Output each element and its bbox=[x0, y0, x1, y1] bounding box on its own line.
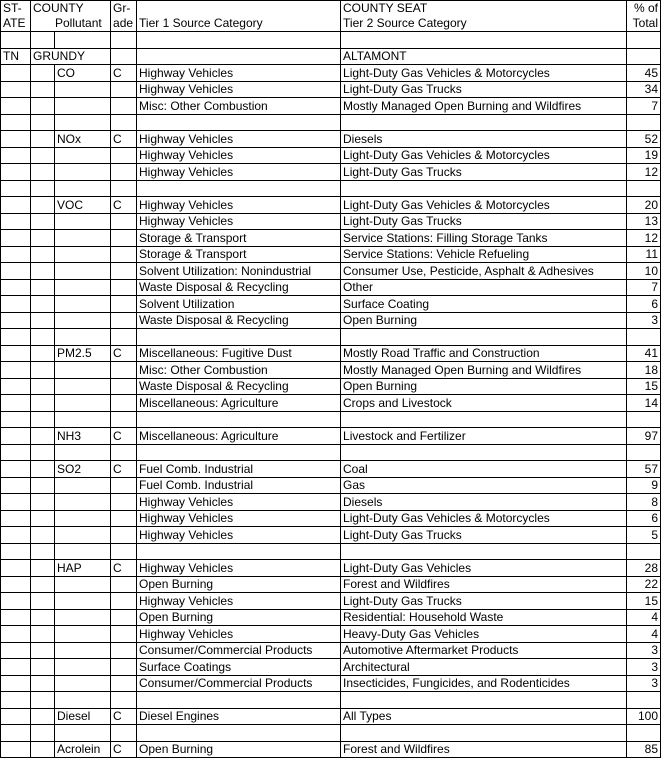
tier1-cell: Fuel Comb. Industrial bbox=[137, 461, 341, 478]
pct-cell: 34 bbox=[627, 81, 661, 98]
pct-cell: 3 bbox=[627, 675, 661, 692]
tier2-cell: Architectural bbox=[341, 659, 627, 676]
spacer-row bbox=[1, 329, 661, 346]
pollutant-cell: VOC bbox=[55, 197, 111, 214]
spacer-row bbox=[1, 180, 661, 197]
table-row bbox=[1, 659, 661, 676]
grade-cell: C bbox=[111, 197, 137, 214]
pct-cell: 11 bbox=[627, 246, 661, 263]
table-row bbox=[1, 675, 661, 692]
state-cell: TN bbox=[1, 48, 31, 65]
tier2-cell: Forest and Wildfires bbox=[341, 576, 627, 593]
spacer-row bbox=[1, 32, 661, 49]
tier2-cell: Light-Duty Gas Trucks bbox=[341, 81, 627, 98]
tier2-cell: Mostly Managed Open Burning and Wildfires bbox=[341, 98, 627, 115]
pct-cell: 5 bbox=[627, 527, 661, 544]
tier2-cell: Diesels bbox=[341, 131, 627, 148]
tier2-cell: Other bbox=[341, 279, 627, 296]
tier1-cell: Highway Vehicles bbox=[137, 560, 341, 577]
tier2-cell: Surface Coating bbox=[341, 296, 627, 313]
tier1-cell: Fuel Comb. Industrial bbox=[137, 477, 341, 494]
pct-cell: 22 bbox=[627, 576, 661, 593]
table-row bbox=[1, 279, 661, 296]
pct-cell: 28 bbox=[627, 560, 661, 577]
table-row bbox=[1, 642, 661, 659]
pct-cell: 45 bbox=[627, 65, 661, 82]
tier1-cell: Open Burning bbox=[137, 576, 341, 593]
spacer-row bbox=[1, 725, 661, 742]
pct-cell: 14 bbox=[627, 395, 661, 412]
tier2-cell: Light-Duty Gas Trucks bbox=[341, 593, 627, 610]
header-pct: % of Total bbox=[627, 1, 661, 32]
tier2-cell: Insecticides, Fungicides, and Rodenticides bbox=[341, 675, 627, 692]
pollutant-cell: CO bbox=[55, 65, 111, 82]
spacer-row bbox=[1, 692, 661, 709]
grade-cell: C bbox=[111, 461, 137, 478]
table-row bbox=[1, 378, 661, 395]
tier2-cell: Open Burning bbox=[341, 378, 627, 395]
table-row bbox=[1, 147, 661, 164]
tier1-cell: Highway Vehicles bbox=[137, 81, 341, 98]
pollutant-cell: SO2 bbox=[55, 461, 111, 478]
tier2-cell: Light-Duty Gas Vehicles & Motorcycles bbox=[341, 197, 627, 214]
pct-cell: 9 bbox=[627, 477, 661, 494]
table-row bbox=[1, 576, 661, 593]
table-row bbox=[1, 312, 661, 329]
tier1-cell: Miscellaneous: Agriculture bbox=[137, 428, 341, 445]
table-row bbox=[1, 98, 661, 115]
tier2-cell: Diesels bbox=[341, 494, 627, 511]
table-row bbox=[1, 708, 661, 725]
tier1-cell: Highway Vehicles bbox=[137, 494, 341, 511]
table-row bbox=[1, 593, 661, 610]
pct-cell: 85 bbox=[627, 741, 661, 758]
tier1-cell: Open Burning bbox=[137, 609, 341, 626]
table-row bbox=[1, 213, 661, 230]
pct-cell: 18 bbox=[627, 362, 661, 379]
tier1-cell: Highway Vehicles bbox=[137, 65, 341, 82]
header-row bbox=[1, 1, 661, 32]
pct-cell: 7 bbox=[627, 279, 661, 296]
header-county-pollutant: COUNTY Pollutant bbox=[31, 1, 111, 32]
pct-cell: 6 bbox=[627, 296, 661, 313]
pct-cell: 8 bbox=[627, 494, 661, 511]
tier1-cell: Misc: Other Combustion bbox=[137, 362, 341, 379]
tier2-cell: Gas bbox=[341, 477, 627, 494]
tier1-cell: Consumer/Commercial Products bbox=[137, 642, 341, 659]
table-row bbox=[1, 263, 661, 280]
tier2-cell: Residential: Household Waste bbox=[341, 609, 627, 626]
table-row bbox=[1, 428, 661, 445]
tier1-cell: Highway Vehicles bbox=[137, 147, 341, 164]
tier1-cell: Misc: Other Combustion bbox=[137, 98, 341, 115]
tier2-cell: Light-Duty Gas Vehicles & Motorcycles bbox=[341, 147, 627, 164]
pct-cell: 15 bbox=[627, 593, 661, 610]
table-row bbox=[1, 81, 661, 98]
table-row bbox=[1, 494, 661, 511]
table-row bbox=[1, 197, 661, 214]
tier2-cell: Coal bbox=[341, 461, 627, 478]
tier1-cell: Solvent Utilization: Nonindustrial bbox=[137, 263, 341, 280]
tier2-cell: Light-Duty Gas Vehicles bbox=[341, 560, 627, 577]
tier1-cell: Highway Vehicles bbox=[137, 527, 341, 544]
table-row bbox=[1, 626, 661, 643]
tier1-cell: Waste Disposal & Recycling bbox=[137, 279, 341, 296]
table-row bbox=[1, 164, 661, 181]
pct-cell: 52 bbox=[627, 131, 661, 148]
tier1-cell: Highway Vehicles bbox=[137, 131, 341, 148]
table-row bbox=[1, 345, 661, 362]
pct-cell: 19 bbox=[627, 147, 661, 164]
tier1-cell: Diesel Engines bbox=[137, 708, 341, 725]
table-row bbox=[1, 362, 661, 379]
tier2-cell: All Types bbox=[341, 708, 627, 725]
grade-cell: C bbox=[111, 708, 137, 725]
pct-cell: 4 bbox=[627, 609, 661, 626]
table-row bbox=[1, 230, 661, 247]
table-row bbox=[1, 510, 661, 527]
pollutant-cell: Diesel bbox=[55, 708, 111, 725]
header-tier1: Tier 1 Source Category bbox=[137, 1, 341, 32]
table-body bbox=[1, 1, 661, 758]
spacer-row bbox=[1, 444, 661, 461]
tier2-cell: Heavy-Duty Gas Vehicles bbox=[341, 626, 627, 643]
pct-cell: 3 bbox=[627, 312, 661, 329]
tier2-cell: Consumer Use, Pesticide, Asphalt & Adhesives bbox=[341, 263, 627, 280]
tier2-cell: Light-Duty Gas Trucks bbox=[341, 213, 627, 230]
pct-cell: 6 bbox=[627, 510, 661, 527]
pollutant-cell: NOx bbox=[55, 131, 111, 148]
pollutant-cell: NH3 bbox=[55, 428, 111, 445]
tier1-cell: Surface Coatings bbox=[137, 659, 341, 676]
tier2-cell: Mostly Managed Open Burning and Wildfires bbox=[341, 362, 627, 379]
table-row bbox=[1, 246, 661, 263]
pollutant-cell: HAP bbox=[55, 560, 111, 577]
tier2-cell: Mostly Road Traffic and Construction bbox=[341, 345, 627, 362]
tier2-cell: Light-Duty Gas Vehicles & Motorcycles bbox=[341, 510, 627, 527]
grade-cell: C bbox=[111, 65, 137, 82]
pct-cell: 41 bbox=[627, 345, 661, 362]
tier1-cell: Open Burning bbox=[137, 741, 341, 758]
tier2-cell: Livestock and Fertilizer bbox=[341, 428, 627, 445]
tier2-cell: Light-Duty Gas Trucks bbox=[341, 527, 627, 544]
table-row bbox=[1, 741, 661, 758]
pct-cell: 15 bbox=[627, 378, 661, 395]
tier2-cell: Open Burning bbox=[341, 312, 627, 329]
grade-cell: C bbox=[111, 741, 137, 758]
table-row bbox=[1, 527, 661, 544]
grade-cell: C bbox=[111, 345, 137, 362]
tier1-cell: Storage & Transport bbox=[137, 246, 341, 263]
county-seat-cell: ALTAMONT bbox=[341, 48, 627, 65]
header-state: ST- ATE bbox=[1, 1, 31, 32]
grade-cell: C bbox=[111, 131, 137, 148]
table-row bbox=[1, 560, 661, 577]
pct-cell: 97 bbox=[627, 428, 661, 445]
tier1-cell: Highway Vehicles bbox=[137, 164, 341, 181]
pollutant-cell: Acrolein bbox=[55, 741, 111, 758]
tier2-cell: Service Stations: Filling Storage Tanks bbox=[341, 230, 627, 247]
tier2-cell: Forest and Wildfires bbox=[341, 741, 627, 758]
pct-cell: 3 bbox=[627, 659, 661, 676]
tier1-cell: Consumer/Commercial Products bbox=[137, 675, 341, 692]
header-tier2: COUNTY SEAT Tier 2 Source Category bbox=[341, 1, 627, 32]
table-row bbox=[1, 65, 661, 82]
tier1-cell: Waste Disposal & Recycling bbox=[137, 378, 341, 395]
grade-cell: C bbox=[111, 560, 137, 577]
pct-cell: 12 bbox=[627, 164, 661, 181]
tier1-cell: Highway Vehicles bbox=[137, 213, 341, 230]
table-row bbox=[1, 296, 661, 313]
pct-cell: 4 bbox=[627, 626, 661, 643]
table-row bbox=[1, 395, 661, 412]
tier2-cell: Automotive Aftermarket Products bbox=[341, 642, 627, 659]
tier1-cell: Miscellaneous: Agriculture bbox=[137, 395, 341, 412]
pct-cell: 100 bbox=[627, 708, 661, 725]
pct-cell: 12 bbox=[627, 230, 661, 247]
tier1-cell: Highway Vehicles bbox=[137, 626, 341, 643]
location-row bbox=[1, 48, 661, 65]
tier1-cell: Highway Vehicles bbox=[137, 593, 341, 610]
tier1-cell: Highway Vehicles bbox=[137, 510, 341, 527]
tier2-cell: Light-Duty Gas Trucks bbox=[341, 164, 627, 181]
spacer-row bbox=[1, 114, 661, 131]
tier2-cell: Light-Duty Gas Vehicles & Motorcycles bbox=[341, 65, 627, 82]
spacer-row bbox=[1, 411, 661, 428]
pct-cell: 10 bbox=[627, 263, 661, 280]
table-row bbox=[1, 609, 661, 626]
tier1-cell: Solvent Utilization bbox=[137, 296, 341, 313]
table-row bbox=[1, 461, 661, 478]
tier2-cell: Crops and Livestock bbox=[341, 395, 627, 412]
county-cell: GRUNDY bbox=[31, 48, 111, 65]
pct-cell: 13 bbox=[627, 213, 661, 230]
tier1-cell: Miscellaneous: Fugitive Dust bbox=[137, 345, 341, 362]
pct-cell: 57 bbox=[627, 461, 661, 478]
table-row bbox=[1, 477, 661, 494]
header-grade: Gr- ade bbox=[111, 1, 137, 32]
table-row bbox=[1, 131, 661, 148]
grade-cell: C bbox=[111, 428, 137, 445]
pct-cell: 20 bbox=[627, 197, 661, 214]
tier1-cell: Highway Vehicles bbox=[137, 197, 341, 214]
tier2-cell: Service Stations: Vehicle Refueling bbox=[341, 246, 627, 263]
pollutant-cell: PM2.5 bbox=[55, 345, 111, 362]
tier1-cell: Storage & Transport bbox=[137, 230, 341, 247]
tier1-cell: Waste Disposal & Recycling bbox=[137, 312, 341, 329]
pct-cell: 3 bbox=[627, 642, 661, 659]
pct-cell: 7 bbox=[627, 98, 661, 115]
spacer-row bbox=[1, 543, 661, 560]
